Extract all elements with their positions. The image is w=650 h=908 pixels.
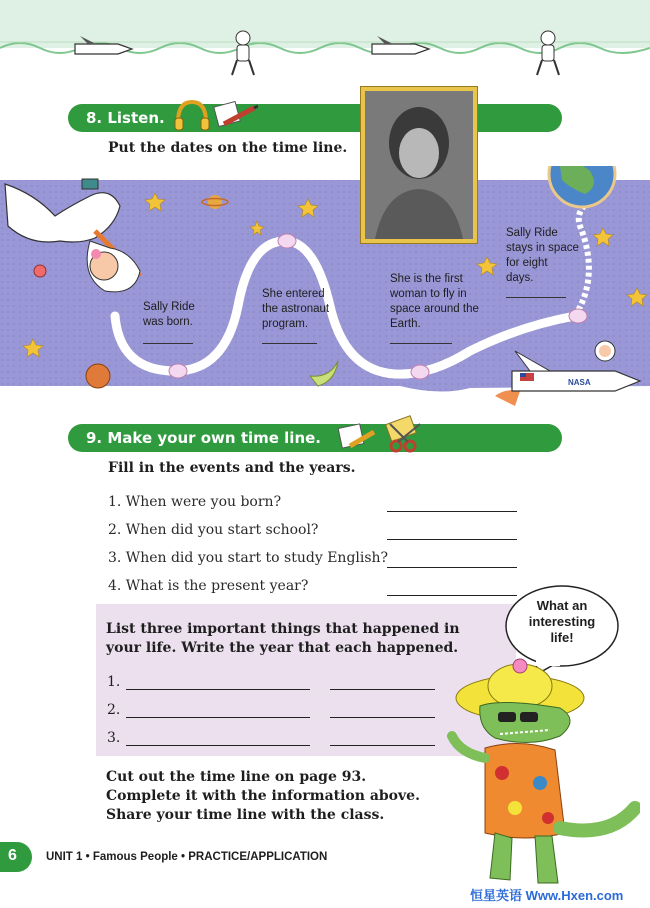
sally-ride-photo <box>360 86 478 244</box>
section-9-instruction: Fill in the events and the years. <box>108 460 356 476</box>
list-2-event-line[interactable] <box>126 717 310 718</box>
event-3-label: She is the first woman to fly in space around the Earth. <box>390 273 479 330</box>
section-9-header <box>68 424 562 452</box>
section-8-instruction: Put the dates on the time line. <box>108 140 348 156</box>
speech-bubble-text: What an interesting life! <box>528 598 596 645</box>
list-number-3: 3. <box>107 730 121 746</box>
footer-unit-text: UNIT 1 • Famous People • PRACTICE/APPLICATION <box>46 851 328 863</box>
event-4-label: Sally Ride stays in space for eight days. <box>506 227 579 284</box>
list-1-year-line[interactable] <box>330 689 435 690</box>
question-2-answer-line[interactable] <box>387 539 517 540</box>
question-2: 2. When did you start school? <box>108 522 319 538</box>
list-prompt: List three important things that happened in your life. Write the year that each happened. <box>106 621 460 656</box>
event-3-answer-line[interactable] <box>390 343 452 344</box>
page-number: 6 <box>8 847 17 864</box>
list-3-year-line[interactable] <box>330 745 435 746</box>
crocodile-mascot-icon <box>440 658 640 898</box>
shuttle-nasa-label: NASA <box>568 378 591 387</box>
pencil-paper-icon <box>212 100 258 130</box>
list-1-event-line[interactable] <box>126 689 310 690</box>
headphones-icon <box>172 96 212 136</box>
section-9-title: 9. Make your own time line. <box>86 429 321 447</box>
scissors-icon <box>380 414 428 454</box>
event-4-answer-line[interactable] <box>506 297 566 298</box>
pencil-paper-icon <box>336 420 376 452</box>
section-8-title: 8. Listen. <box>86 109 165 127</box>
question-4-answer-line[interactable] <box>387 595 517 596</box>
planet-icon <box>86 364 110 388</box>
question-4: 4. What is the present year? <box>108 578 309 594</box>
list-number-1: 1. <box>107 674 121 690</box>
event-1-answer-line[interactable] <box>143 343 193 344</box>
list-2-year-line[interactable] <box>330 717 435 718</box>
event-2-label: She entered the astronaut program. <box>262 288 330 330</box>
list-3-event-line[interactable] <box>126 745 310 746</box>
list-number-2: 2. <box>107 702 121 718</box>
question-3-answer-line[interactable] <box>387 567 517 568</box>
planet-icon <box>34 265 46 277</box>
question-1: 1. When were you born? <box>108 494 282 510</box>
question-1-answer-line[interactable] <box>387 511 517 512</box>
closing-instructions: Cut out the time line on page 93. Complete it with the information above. Share your time line with the class. <box>106 769 420 823</box>
event-1-label: Sally Ride was born. <box>143 301 195 328</box>
question-3: 3. When did you start to study English? <box>108 550 389 566</box>
top-border-decoration <box>0 0 650 90</box>
watermark-text: 恒星英语 Www.Hxen.com <box>470 888 624 903</box>
section-8-header <box>68 104 562 132</box>
event-2-answer-line[interactable] <box>262 343 317 344</box>
